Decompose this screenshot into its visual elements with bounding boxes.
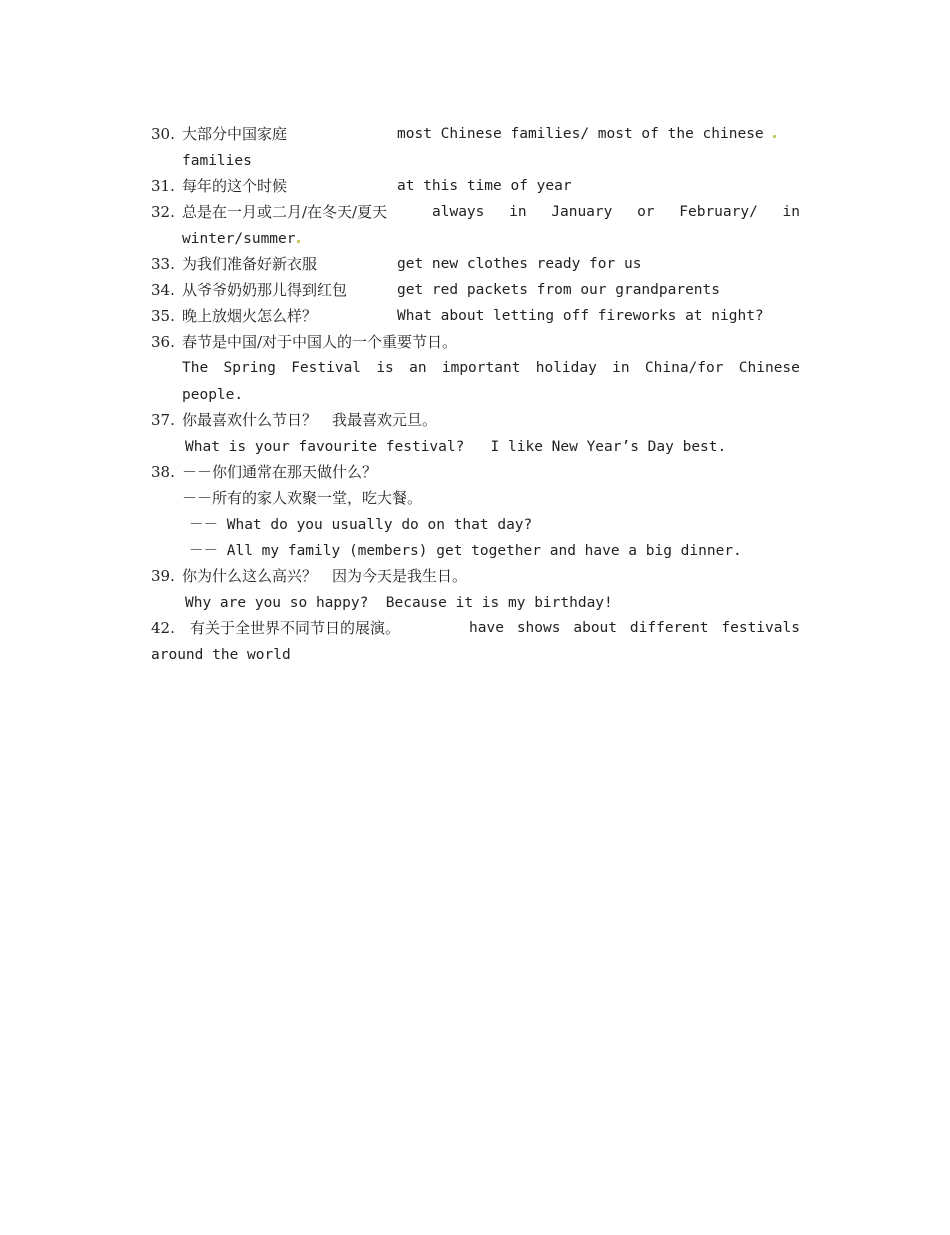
list-item-39-en <box>151 589 800 615</box>
english-phrase: Why are you so happy? Because it is my birthday! <box>185 595 613 611</box>
english-phrase: What about letting off fireworks at night? <box>397 308 764 324</box>
list-item-39 <box>151 563 800 589</box>
item-number: 39. <box>151 567 175 585</box>
list-item-31 <box>151 173 800 199</box>
item-number: 33. <box>151 255 175 273</box>
list-item-38 <box>151 459 800 485</box>
chinese-phrase: 总是在一月或二月/在冬天/夏天 <box>182 203 388 221</box>
english-phrase: get red packets from our grandparents <box>397 282 721 298</box>
item-number: 37. <box>151 411 175 429</box>
item-number: 36. <box>151 333 175 351</box>
list-item-30 <box>151 121 800 147</box>
chinese-phrase: 每年的这个时候 <box>182 177 288 195</box>
list-item-30-cont <box>151 147 800 173</box>
chinese-phrase: 你最喜欢什么节日？ 我最喜欢元旦。 <box>182 411 438 429</box>
english-phrase: most Chinese families/ most of the chinese <box>397 121 800 147</box>
list-item-36 <box>151 329 800 355</box>
item-number: 32. <box>151 203 175 221</box>
item-number: 31. <box>151 177 175 195</box>
item-number: 42. <box>151 619 175 637</box>
english-phrase-cont: families <box>182 153 252 169</box>
list-item-33 <box>151 251 800 277</box>
chinese-phrase-2: －－所有的家人欢聚一堂，吃大餐。 <box>182 489 423 507</box>
chinese-phrase: 从爷爷奶奶那儿得到红包 <box>182 281 348 299</box>
list-item-32 <box>151 199 800 225</box>
english-phrase: always in January or February/ in <box>432 204 800 220</box>
list-item-42-cont <box>151 641 800 667</box>
english-phrase-2: －－ All my family (members) get together and have a big dinner. <box>189 543 742 559</box>
english-phrase: The Spring Festival is an important holiday in China/for Chinese <box>182 360 800 376</box>
list-item-32-cont <box>151 225 800 251</box>
english-phrase-cont: around the world <box>151 647 291 663</box>
list-item-34 <box>151 277 800 303</box>
item-number: 35. <box>151 307 175 325</box>
list-item-35 <box>151 303 800 329</box>
list-item-38-en <box>151 511 800 537</box>
english-phrase: at this time of year <box>397 178 572 194</box>
chinese-phrase: －－你们通常在那天做什么？ <box>182 463 378 481</box>
list-item-38-zh2 <box>151 485 800 511</box>
english-phrase: have shows about different festivals <box>469 620 800 636</box>
list-item-38-en2 <box>151 537 800 563</box>
english-phrase: What is your favourite festival? I like New Year’s Day best. <box>185 439 727 455</box>
marker-dot <box>773 135 776 138</box>
phrase-list <box>151 121 800 667</box>
chinese-phrase: 大部分中国家庭 <box>182 125 288 143</box>
item-number: 30. <box>151 125 175 143</box>
chinese-phrase: 春节是中国/对于中国人的一个重要节日。 <box>182 333 458 351</box>
english-phrase-cont: winter/summer <box>182 231 296 247</box>
english-phrase-cont: people. <box>182 387 244 403</box>
list-item-37 <box>151 407 800 433</box>
chinese-phrase: 有关于全世界不同节日的展演。 <box>190 619 401 637</box>
english-phrase: －－ What do you usually do on that day? <box>189 517 533 533</box>
marker-dot <box>297 240 300 243</box>
list-item-36-en <box>151 355 800 381</box>
english-phrase: get new clothes ready for us <box>397 256 642 272</box>
item-number: 34. <box>151 281 175 299</box>
chinese-phrase: 为我们准备好新衣服 <box>182 255 318 273</box>
list-item-37-en <box>151 433 800 459</box>
list-item-42 <box>151 615 800 641</box>
chinese-phrase: 晚上放烟火怎么样？ <box>182 307 318 325</box>
chinese-phrase: 你为什么这么高兴？ 因为今天是我生日。 <box>182 567 468 585</box>
item-number: 38. <box>151 463 175 481</box>
list-item-36-cont <box>151 381 800 407</box>
